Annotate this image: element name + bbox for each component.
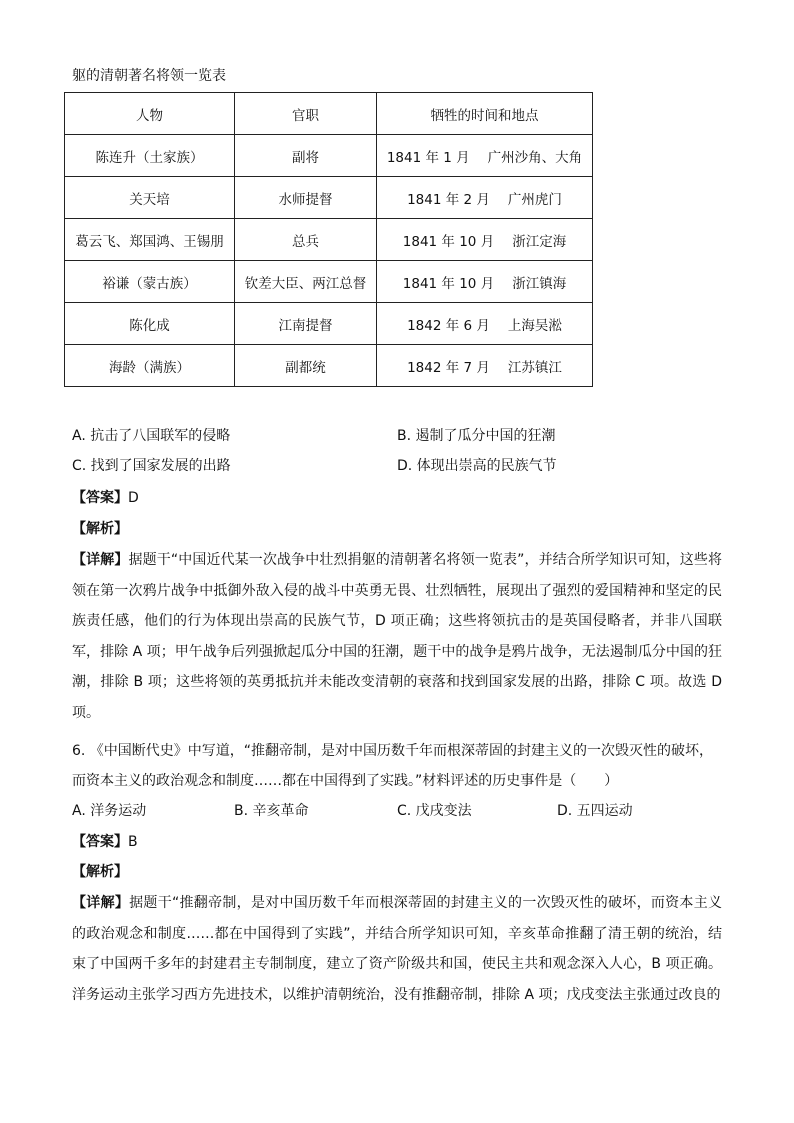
- q5-option-d: D. 体现出崇高的民族气节: [397, 458, 557, 474]
- cell-person: 葛云飞、郑国鸿、王锡朋: [65, 219, 235, 261]
- cell-place: 广州虎门: [507, 191, 562, 208]
- q6-detail: [72, 888, 722, 1010]
- cell-time-place: [377, 219, 593, 261]
- table-row: [65, 219, 593, 261]
- header-time-place: 牺牲的时间和地点: [377, 93, 593, 135]
- cell-time-place: [377, 303, 593, 345]
- cell-title: 江南提督: [235, 303, 377, 345]
- q5-option-b: B. 遏制了瓜分中国的狂潮: [397, 428, 556, 444]
- cell-time: 1842 年 6 月: [407, 317, 490, 334]
- table-row: [65, 261, 593, 303]
- cell-place: 江苏镇江: [507, 359, 562, 376]
- q6-answer: [72, 832, 138, 852]
- answer-label: 【答案】: [72, 834, 128, 850]
- q6-stem-line1: 6. 《中国断代史》中写道，“推翻帝制，是对中国历数千年而根深蒂固的封建主义的一次毁灭性的破坏，: [72, 743, 714, 759]
- header-title: 官职: [235, 93, 377, 135]
- answer-label: 【答案】: [72, 490, 128, 506]
- table-row: [65, 345, 593, 387]
- q5-analysis-label: 【解析】: [72, 521, 128, 537]
- detail-label: 【详解】: [72, 895, 130, 911]
- cell-time-place: [377, 345, 593, 387]
- table-header-row: [65, 93, 593, 135]
- cell-time: 1842 年 7 月: [407, 359, 490, 376]
- q6-option-d: D. 五四运动: [557, 803, 633, 819]
- generals-table: [64, 92, 593, 387]
- q5-option-a: A. 抗击了八国联军的侵略: [72, 428, 231, 444]
- cell-place: 浙江镇海: [512, 275, 567, 292]
- cell-title: 水师提督: [235, 177, 377, 219]
- cell-person: 关天培: [65, 177, 235, 219]
- cell-title: 钦差大臣、两江总督: [235, 261, 377, 303]
- q6-analysis-label: 【解析】: [72, 864, 128, 880]
- cell-title: 副都统: [235, 345, 377, 387]
- q5-option-c: C. 找到了国家发展的出路: [72, 458, 231, 474]
- cell-time: 1841 年 10 月: [402, 233, 495, 250]
- cell-person: 海龄（满族）: [65, 345, 235, 387]
- detail-text: 据题干“中国近代某一次战争中壮烈捐躯的清朝著名将领一览表”，并结合所学知识可知，这些将领在第一次鸦片战争中抵御外敌入侵的战斗中英勇无畏、壮烈牺牲，展现出了强烈的爱国精神和坚定的民族责任感，他们的行为体现出崇高的民族气节，D 项正确；这些将领抗击的是英国侵略者，并非八国联军，排除 A 项；甲午战争后列强掀起瓜分中国的狂潮，题干中的战争是鸦片战争，无法遏制瓜分中国的狂潮，排除 B 项；这些将领的英勇抵抗并未能改变清朝的衰落和找到国家发展的出路，排除 C 项。故选 D 项。: [72, 552, 722, 721]
- cell-place: 广州沙角、大角: [487, 149, 583, 166]
- cell-time-place: [377, 261, 593, 303]
- cell-time: 1841 年 1 月: [386, 149, 470, 166]
- table-row: [65, 135, 593, 177]
- q5-detail: [72, 545, 722, 728]
- q6-option-b: B. 辛亥革命: [234, 803, 309, 819]
- answer-value: B: [128, 834, 138, 850]
- cell-person: 裕谦（蒙古族）: [65, 261, 235, 303]
- detail-label: 【详解】: [72, 552, 129, 568]
- cell-time-place: [377, 135, 593, 177]
- cell-time: 1841 年 10 月: [402, 275, 495, 292]
- q6-option-c: C. 戊戌变法: [397, 803, 472, 819]
- table-caption: 躯的清朝著名将领一览表: [72, 68, 226, 84]
- cell-time: 1841 年 2 月: [407, 191, 490, 208]
- header-person: 人物: [65, 93, 235, 135]
- cell-time-place: [377, 177, 593, 219]
- q5-answer: [72, 488, 139, 508]
- q6-option-a: A. 洋务运动: [72, 803, 147, 819]
- cell-place: 上海吴淞: [507, 317, 562, 334]
- table-row: [65, 303, 593, 345]
- answer-value: D: [128, 490, 139, 506]
- detail-text: 据题干“推翻帝制，是对中国历数千年而根深蒂固的封建主义的一次毁灭性的破坏，而资本主义的政治观念和制度……都在中国得到了实践”，并结合所学知识可知，辛亥革命推翻了清王朝的统治，结束了中国两千多年的封建君主专制制度，建立了资产阶级共和国，使民主共和观念深入人心，B 项正确。洋务运动主张学习西方先进技术，以维护清朝统治，没有推翻帝制，排除 A 项；戊戌变法主张通过改良的: [72, 895, 722, 1003]
- cell-person: 陈连升（土家族）: [65, 135, 235, 177]
- cell-place: 浙江定海: [512, 233, 567, 250]
- cell-person: 陈化成: [65, 303, 235, 345]
- q6-stem-line2: 而资本主义的政治观念和制度……都在中国得到了实践。”材料评述的历史事件是（ ）: [72, 773, 619, 789]
- cell-title: 副将: [235, 135, 377, 177]
- table-row: [65, 177, 593, 219]
- cell-title: 总兵: [235, 219, 377, 261]
